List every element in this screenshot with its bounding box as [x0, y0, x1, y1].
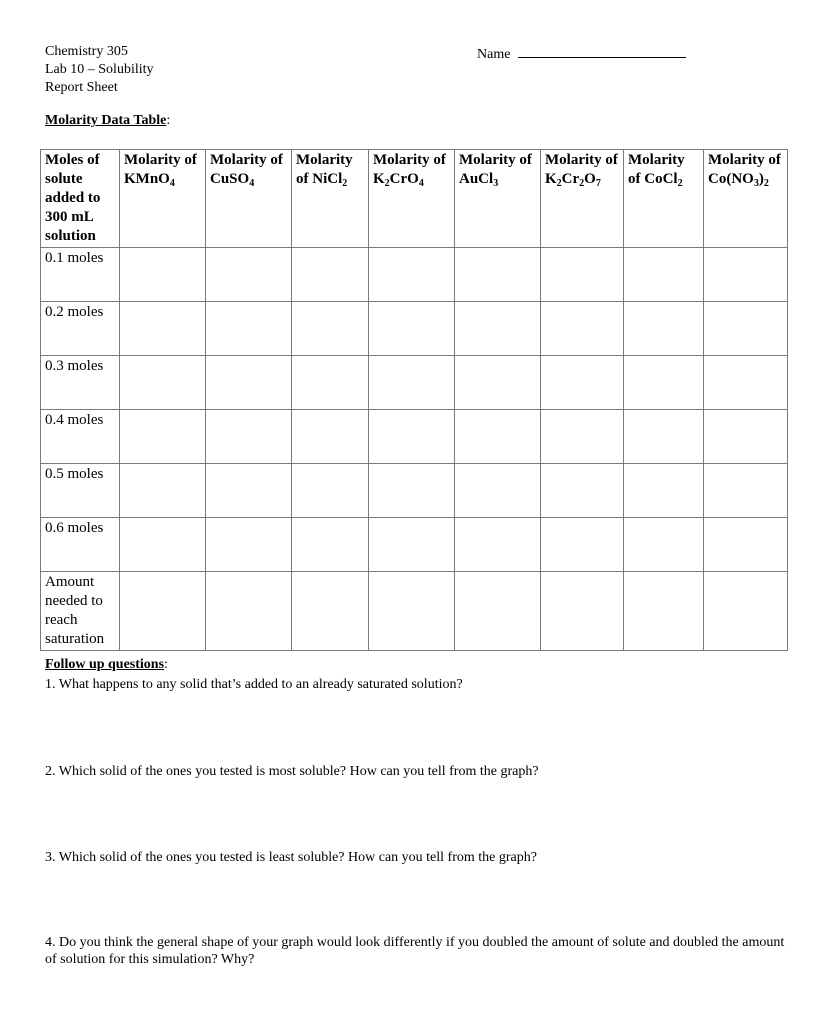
blank-answer-cell[interactable] — [624, 248, 704, 302]
header-molarity-column: Molarity of AuCl$_3$ — [455, 150, 541, 248]
table-row — [41, 464, 788, 518]
header-molarity-column: Molarity of $K_2CrO_4$ — [369, 150, 455, 248]
blank-answer-cell[interactable] — [541, 356, 624, 410]
blank-answer-cell[interactable] — [369, 410, 455, 464]
blank-answer-cell[interactable] — [455, 410, 541, 464]
blank-answer-cell[interactable] — [206, 302, 292, 356]
blank-answer-cell[interactable] — [704, 302, 788, 356]
blank-answer-cell[interactable] — [624, 572, 704, 651]
blank-answer-cell[interactable] — [624, 410, 704, 464]
question-1: 1. What happens to any solid that’s added to an already saturated solution? — [45, 677, 463, 692]
sheet-title: Report Sheet — [45, 80, 118, 95]
blank-answer-cell[interactable] — [455, 518, 541, 572]
blank-answer-cell[interactable] — [455, 464, 541, 518]
blank-answer-cell[interactable] — [369, 572, 455, 651]
table-row — [41, 356, 788, 410]
blank-answer-cell[interactable] — [369, 302, 455, 356]
row-label: 0.3 moles — [41, 356, 120, 410]
blank-answer-cell[interactable] — [206, 410, 292, 464]
followup-title — [45, 657, 168, 673]
row-label: Amount needed to reach saturation — [41, 572, 120, 651]
question-2: 2. Which solid of the ones you tested is most soluble? How can you tell from the graph? — [45, 764, 539, 779]
blank-answer-cell[interactable] — [120, 302, 206, 356]
blank-answer-cell[interactable] — [292, 356, 369, 410]
blank-answer-cell[interactable] — [369, 248, 455, 302]
blank-answer-cell[interactable] — [704, 248, 788, 302]
question-4: 4. Do you think the general shape of your graph would look differently if you doubled the amount of solute and doubled the amount of solution for this simulation? Why? — [45, 935, 785, 967]
blank-answer-cell[interactable] — [369, 464, 455, 518]
blank-answer-cell[interactable] — [455, 356, 541, 410]
header-molarity-column: Molarity of $Co(NO_3)_2$ — [704, 150, 788, 248]
row-label: 0.2 moles — [41, 302, 120, 356]
blank-answer-cell[interactable] — [624, 356, 704, 410]
blank-answer-cell[interactable] — [541, 572, 624, 651]
blank-answer-cell[interactable] — [455, 302, 541, 356]
blank-answer-cell[interactable] — [120, 356, 206, 410]
blank-answer-cell[interactable] — [541, 302, 624, 356]
document-header — [45, 43, 154, 97]
blank-answer-cell[interactable] — [369, 518, 455, 572]
row-label: 0.5 moles — [41, 464, 120, 518]
row-label: 0.4 moles — [41, 410, 120, 464]
blank-answer-cell[interactable] — [206, 572, 292, 651]
blank-answer-cell[interactable] — [369, 356, 455, 410]
header-molarity-column: Molarity of CuSO$_4$ — [206, 150, 292, 248]
table-title-colon: : — [166, 113, 171, 128]
header-molarity-column: Molarity of $K_2Cr_2O_7$ — [541, 150, 624, 248]
table-row — [41, 518, 788, 572]
question-3: 3. Which solid of the ones you tested is least soluble? How can you tell from the graph? — [45, 850, 537, 865]
followup-title-colon: : — [164, 657, 168, 672]
blank-answer-cell[interactable] — [292, 464, 369, 518]
table-row — [41, 572, 788, 651]
molarity-data-table — [40, 149, 788, 651]
blank-answer-cell[interactable] — [704, 410, 788, 464]
blank-answer-cell[interactable] — [292, 302, 369, 356]
name-label: Name — [477, 47, 511, 62]
name-blank-line[interactable] — [518, 44, 686, 58]
table-title — [45, 113, 170, 129]
row-label: 0.6 moles — [41, 518, 120, 572]
table-row — [41, 410, 788, 464]
followup-title-text: Follow up questions — [45, 657, 165, 672]
blank-answer-cell[interactable] — [206, 518, 292, 572]
blank-answer-cell[interactable] — [455, 572, 541, 651]
blank-answer-cell[interactable] — [704, 572, 788, 651]
blank-answer-cell[interactable] — [624, 302, 704, 356]
table-row — [41, 248, 788, 302]
course-title: Chemistry 305 — [45, 44, 128, 59]
blank-answer-cell[interactable] — [120, 410, 206, 464]
blank-answer-cell[interactable] — [206, 248, 292, 302]
table-row — [41, 302, 788, 356]
table-title-text: Molarity Data Table — [45, 113, 167, 128]
header-molarity-column: Molarity of KMnO$_4$ — [120, 150, 206, 248]
blank-answer-cell[interactable] — [704, 356, 788, 410]
blank-answer-cell[interactable] — [206, 464, 292, 518]
blank-answer-cell[interactable] — [206, 356, 292, 410]
lab-title: Lab 10 – Solubility — [45, 62, 154, 77]
blank-answer-cell[interactable] — [120, 464, 206, 518]
blank-answer-cell[interactable] — [624, 518, 704, 572]
name-field — [477, 44, 686, 63]
blank-answer-cell[interactable] — [541, 410, 624, 464]
blank-answer-cell[interactable] — [292, 248, 369, 302]
row-label: 0.1 moles — [41, 248, 120, 302]
blank-answer-cell[interactable] — [292, 518, 369, 572]
blank-answer-cell[interactable] — [455, 248, 541, 302]
blank-answer-cell[interactable] — [704, 518, 788, 572]
header-moles-of-solute: Moles of solute added to 300 mL solution — [41, 150, 120, 248]
blank-answer-cell[interactable] — [704, 464, 788, 518]
blank-answer-cell[interactable] — [541, 248, 624, 302]
blank-answer-cell[interactable] — [120, 248, 206, 302]
header-molarity-column: Molarity of NiCl$_2$ — [292, 150, 369, 248]
blank-answer-cell[interactable] — [120, 518, 206, 572]
blank-answer-cell[interactable] — [541, 464, 624, 518]
blank-answer-cell[interactable] — [120, 572, 206, 651]
table-header-row — [41, 150, 788, 248]
blank-answer-cell[interactable] — [541, 518, 624, 572]
blank-answer-cell[interactable] — [292, 572, 369, 651]
blank-answer-cell[interactable] — [624, 464, 704, 518]
header-molarity-column: Molarity of CoCl$_2$ — [624, 150, 704, 248]
blank-answer-cell[interactable] — [292, 410, 369, 464]
